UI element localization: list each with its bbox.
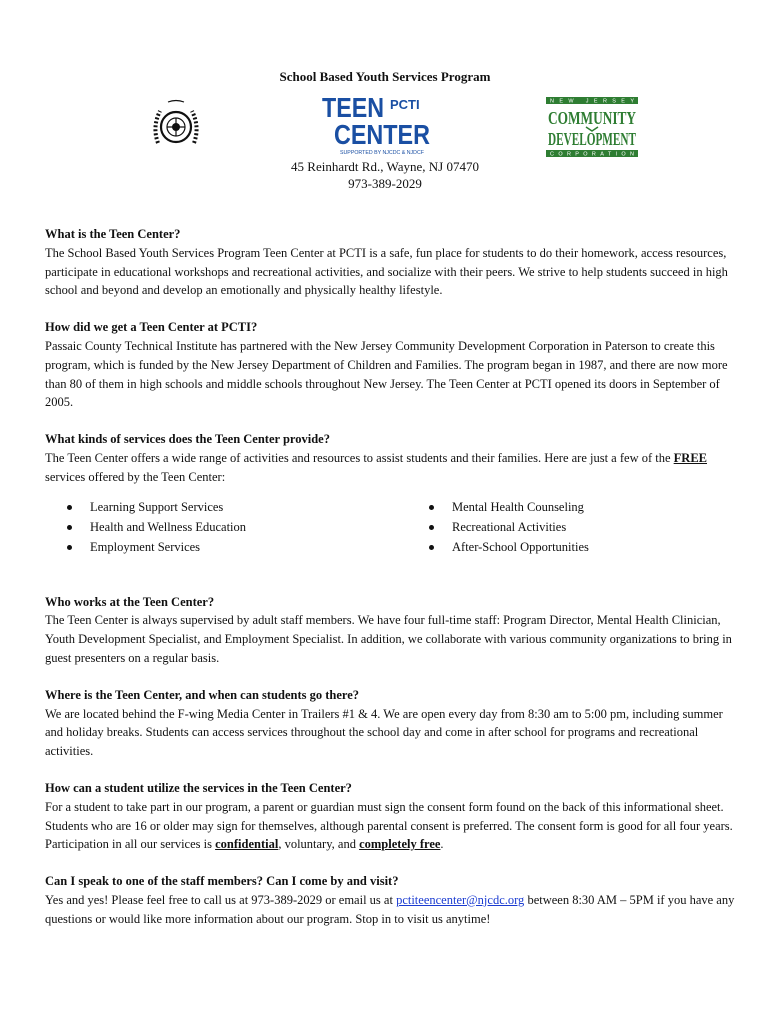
bullet-icon xyxy=(429,545,434,550)
section-services xyxy=(45,430,735,556)
free-emphasis: completely free xyxy=(359,837,441,852)
free-emphasis: FREE xyxy=(673,450,707,465)
services-list xyxy=(45,497,735,557)
list-item xyxy=(67,517,429,537)
section-text: The Teen Center is always supervised by adult staff members. We have four full-time staff: Program Director, Mental Health Clinician, Youth Development Specialist, and Employment Specialist. In addition, we collaborate with various community organizations to bring in guest presenters on a regular basis. xyxy=(45,613,732,665)
teen-logo-pcti: PCTI xyxy=(390,97,420,112)
section-heading: Where is the Teen Center, and when can students go there? xyxy=(45,687,360,702)
teen-logo-tagline: SUPPORTED BY NJCDC & NJDCF xyxy=(340,150,424,156)
services-right-column xyxy=(429,497,589,557)
section-text xyxy=(45,798,735,854)
section-text: We are located behind the F-wing Media Center in Trailers #1 & 4. We are open every day from 8:30 am to 5:00 pm, including summer and holiday breaks. Students can access services throughout the school day and come in after school for programs and recreational activities. xyxy=(45,706,723,759)
email-link[interactable]: pctiteencenter@njcdc.org xyxy=(396,892,525,907)
bullet-icon xyxy=(429,505,434,510)
teen-logo-word1: TEEN xyxy=(322,92,384,123)
njcdc-top-text: NEW JERSEY xyxy=(550,98,634,105)
bullet-icon xyxy=(429,525,434,530)
bullet-icon xyxy=(67,505,72,510)
list-item-text: Health and Wellness Education xyxy=(90,519,247,534)
utilize-end-text: . xyxy=(440,837,444,852)
list-item-text: After-School Opportunities xyxy=(452,539,589,554)
njcdc-word1: COMMUNITY xyxy=(548,108,636,128)
njcdc-bottom-text: CORPORATION xyxy=(550,151,634,158)
teen-center-logo xyxy=(320,92,432,156)
visit-text: Yes and yes! Please feel free to call us at 973-389-2029 or email us at xyxy=(45,892,397,907)
section-where xyxy=(45,686,735,761)
list-item xyxy=(429,497,589,517)
section-heading: How did we get a Teen Center at PCTI? xyxy=(45,320,258,335)
list-item xyxy=(429,517,589,537)
list-item-text: Learning Support Services xyxy=(90,499,224,514)
services-left-column xyxy=(45,497,429,557)
section-heading: Can I speak to one of the staff members? Can I come by and visit? xyxy=(45,874,399,889)
section-who xyxy=(45,593,735,668)
list-item xyxy=(429,537,589,557)
section-utilize xyxy=(45,779,735,854)
utilize-text: For a student to take part in our program, a parent or guardian must sign the consent form found on the back of this informational sheet. Students who are 16 or older may sign for themselves, although parental consent is preferred. The consent form is good for all four years. Participation in all our services is xyxy=(45,799,733,852)
bullet-icon xyxy=(67,525,72,530)
address-line: 45 Reinhardt Rd., Wayne, NJ 07470 xyxy=(291,159,479,174)
section-text: The School Based Youth Services Program Teen Center at PCTI is a safe, fun place for students to do their homework, access resources, participate in educational workshops and recreational activities, and socialize with their peers. We strive to help students succeed in high school and beyond and develop an emotionally and physically healthy lifestyle. xyxy=(45,245,728,298)
section-text xyxy=(45,449,735,487)
document-title: School Based Youth Services Program xyxy=(279,69,491,84)
section-heading: What kinds of services does the Teen Center provide? xyxy=(45,432,330,447)
section-visit xyxy=(45,872,735,928)
section-heading: How can a student utilize the services in the Teen Center? xyxy=(45,780,352,795)
visit-end-text: between 8:30 AM – 5PM if you have any questions or would like more information about our program. Stop in to visit us anytime! xyxy=(45,892,735,926)
address-block xyxy=(0,158,770,192)
njcdc-logo xyxy=(546,97,638,157)
teen-logo-word2: CENTER xyxy=(334,119,430,150)
section-what xyxy=(45,225,735,300)
list-item-text: Mental Health Counseling xyxy=(452,499,584,514)
list-item xyxy=(67,497,429,517)
section-text: Passaic County Technical Institute has partnered with the New Jersey Community Development Corporation in Paterson to create this program, which is funded by the New Jersey Department of Children and Families. The program began in 1987, and there are now more than 80 of them in high schools and middle schools throughout New Jersey. The Teen Center at PCTI opened its doors in September of 2005. xyxy=(45,338,728,410)
bullet-icon xyxy=(67,545,72,550)
njcdc-word2: DEVELOPMENT xyxy=(548,129,636,149)
section-text xyxy=(45,891,735,929)
services-intro-end: services offered by the Teen Center: xyxy=(45,469,226,484)
section-how xyxy=(45,318,735,412)
section-heading: What is the Teen Center? xyxy=(45,227,181,241)
phone-line: 973-389-2029 xyxy=(348,176,422,191)
list-item-text: Employment Services xyxy=(90,539,201,554)
services-intro-text: The Teen Center offers a wide range of activities and resources to assist students and their families. Here are just a few of the xyxy=(45,450,674,465)
utilize-mid-text: , voluntary, and xyxy=(278,837,360,852)
section-heading: Who works at the Teen Center? xyxy=(45,594,215,609)
confidential-emphasis: confidential xyxy=(215,837,279,852)
document-body xyxy=(45,225,735,947)
list-item xyxy=(67,537,429,557)
institution-seal-logo xyxy=(146,97,206,155)
list-item-text: Recreational Activities xyxy=(452,519,567,534)
